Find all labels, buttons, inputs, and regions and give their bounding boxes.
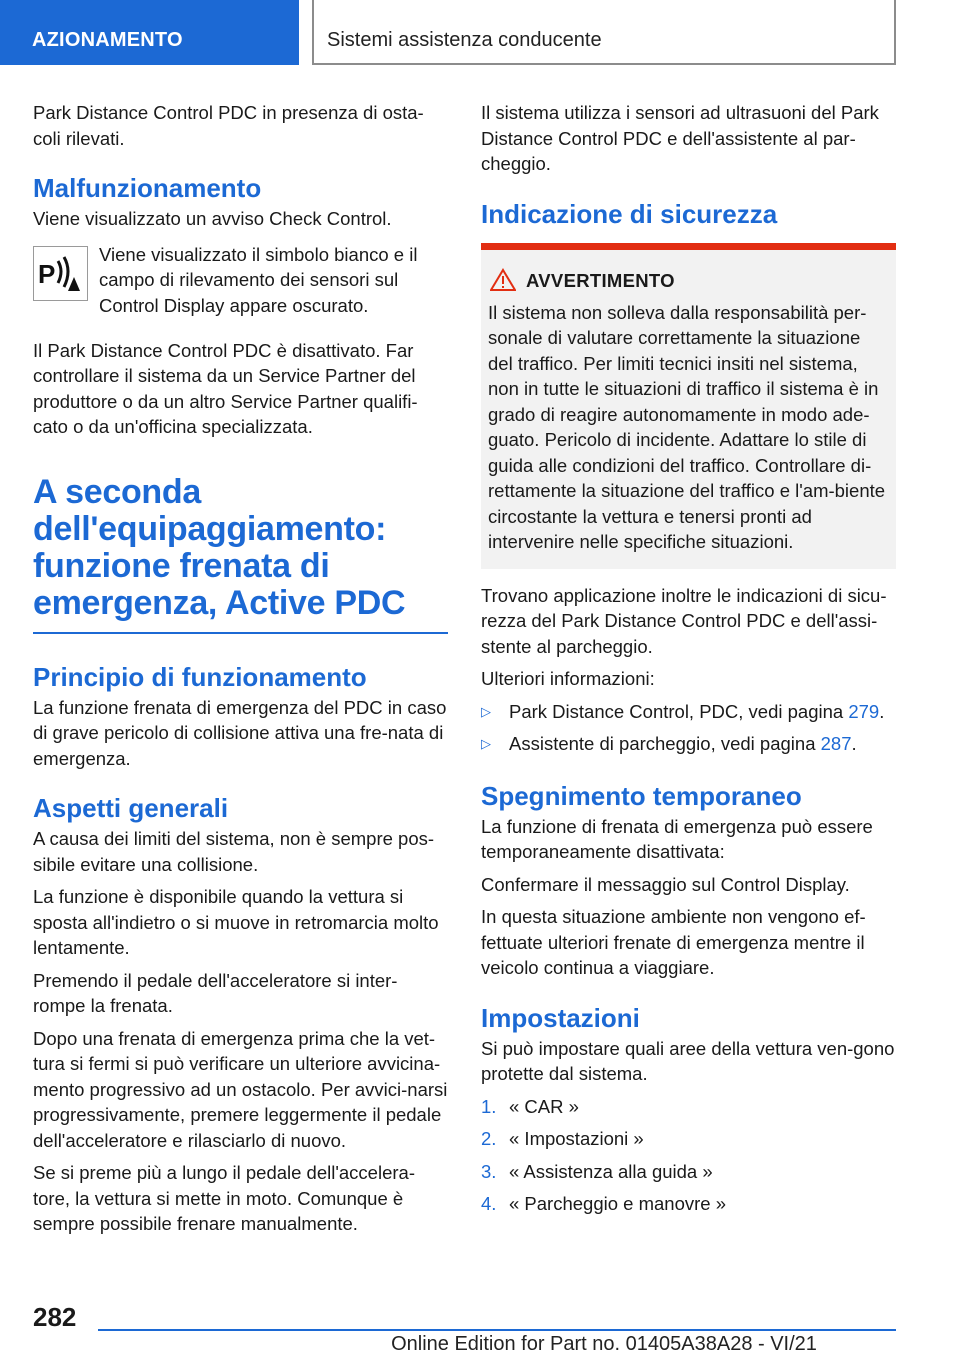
warning-box — [481, 243, 896, 569]
warning-text: Il sistema non solleva dalla responsabilità per-sonale di valutare correttamente la situazione del traffico. Per limiti tecnici insiti nel sistema, non in tutte le situazioni di traffico il sistema è in grado di reagire autonomamente in modo ade-guato. Pericolo di incidente. Adattare lo stile di guida alle condizioni del traffico. Controllare di-rettamente la situazione del traffico e l'am-biente circostante la vettura e tenersi pronti ad intervenire nelle specifiche situazioni. — [488, 301, 886, 552]
intro-text: Park Distance Control PDC in presenza di osta-coli rilevati. — [33, 102, 424, 149]
footer-edition: Online Edition for Part no. 01405A38A28 - VI/21 — [391, 1333, 817, 1355]
step-text: « Parcheggio e manovre » — [509, 1193, 726, 1214]
step-text: « Impostazioni » — [509, 1128, 644, 1149]
section-tab[interactable]: AZIONAMENTO — [0, 0, 299, 65]
main-heading: A seconda dell'equipaggiamento: funzione frenata di emergenza, Active PDC — [33, 472, 406, 622]
right-intro: Il sistema utilizza i sensori ad ultrasuoni del Park Distance Control PDC e dell'assistente al par-cheggio. — [481, 102, 879, 174]
step-item — [481, 1191, 896, 1217]
temp-off-p1: La funzione di frenata di emergenza può essere temporaneamente disattivata: — [481, 815, 873, 862]
svg-text:P: P — [38, 258, 56, 289]
heading-malfunction: Malfunzionamento — [33, 173, 262, 203]
pdc-symbol-text: Viene visualizzato il simbolo bianco e il campo di rilevamento dei sensori sul Control Display appare oscurato. — [99, 243, 418, 316]
warning-triangle-icon — [490, 268, 516, 292]
general-p5: Se si preme più a lungo il pedale dell'accelera-tore, la vettura si mette in moto. Comunque è sempre possibile frenare manualmente. — [33, 1162, 415, 1234]
heading-principle: Principio di funzionamento — [33, 661, 367, 692]
page-number: 282 — [33, 1302, 77, 1332]
bullet-end: . — [879, 700, 885, 722]
left-column — [33, 100, 448, 1237]
warning-label: AVVERTIMENTO — [526, 269, 675, 291]
temp-off-p3: In questa situazione ambiente non vengono ef-fettuate ulteriori frenate di emergenza mentre il veicolo continua a viaggiare. — [481, 906, 866, 978]
right-column — [481, 100, 896, 1217]
malfunction-detail: Il Park Distance Control PDC è disattivato. Far controllare il sistema da un Service Partner del produttore o da un altro Service Partner qualifi-cato o da un'officina specializzata. — [33, 339, 418, 437]
bullet-text: Assistente di parcheggio, vedi pagina — [509, 733, 821, 754]
step-text: « Assistenza alla guida » — [509, 1160, 713, 1182]
general-p1: A causa dei limiti del sistema, non è sempre pos-sibile evitare una collisione. — [33, 828, 435, 875]
bullet-text: Park Distance Control, PDC, vedi pagina — [509, 700, 849, 722]
pdc-symbol-block — [33, 242, 448, 332]
heading-settings: Impostazioni — [481, 1002, 640, 1033]
general-p2: La funzione è disponibile quando la vettura si sposta all'indietro o si muove in retromarcia molto lentamente. — [33, 886, 439, 958]
step-number: 2. — [481, 1128, 497, 1149]
step-number: 4. — [481, 1193, 497, 1214]
step-item — [481, 1159, 896, 1185]
heading-temp-off: Spegnimento temporaneo — [481, 780, 802, 811]
temp-off-p2: Confermare il messaggio sul Control Display. — [481, 873, 850, 895]
heading-rule — [33, 632, 448, 634]
page-link-287[interactable]: 287 — [820, 733, 852, 754]
general-p4: Dopo una frenata di emergenza prima che la vet-tura si fermi si può verificare un ulteriore avvicina-mento progressivo ad un ostacolo. Per avvici-narsi progressivamente, premere leggermente il pedale dell'acceleratore e rilasciarlo di nuovo. — [33, 1027, 448, 1151]
also-applies-text: Trovano applicazione inoltre le indicazioni di sicu-rezza del Park Distance Control PDC e dell'assi-stente al parcheggio. — [481, 584, 887, 657]
pdc-warning-icon — [33, 246, 88, 301]
step-item — [481, 1126, 896, 1152]
footer-rule — [98, 1329, 896, 1331]
warning-title — [488, 270, 888, 292]
step-text: « CAR » — [509, 1095, 579, 1117]
chapter-title: Sistemi assistenza conducente — [312, 0, 896, 65]
malfunction-text: Viene visualizzato un avviso Check Control. — [33, 208, 392, 229]
heading-general: Aspetti generali — [33, 793, 229, 823]
step-number: 3. — [481, 1160, 497, 1182]
bullet-parking-assistant — [481, 731, 896, 757]
principle-text: La funzione frenata di emergenza del PDC in caso di grave pericolo di collisione attiva una fre-nata di emergenza. — [33, 696, 447, 769]
general-p3: Premendo il pedale dell'acceleratore si inter-rompe la frenata. — [33, 969, 398, 1016]
settings-text: Si può impostare quali aree della vettura ven-gono protette dal sistema. — [481, 1037, 895, 1084]
page-link-279[interactable]: 279 — [848, 700, 880, 722]
bullet-triangle-icon: ▷ — [481, 703, 491, 719]
heading-safety: Indicazione di sicurezza — [481, 198, 778, 229]
step-item — [481, 1094, 896, 1120]
bullet-pdc — [481, 699, 896, 725]
bullet-end: . — [851, 733, 857, 754]
step-number: 1. — [481, 1095, 497, 1117]
more-info-label: Ulteriori informazioni: — [481, 668, 655, 689]
bullet-triangle-icon: ▷ — [481, 736, 491, 751]
